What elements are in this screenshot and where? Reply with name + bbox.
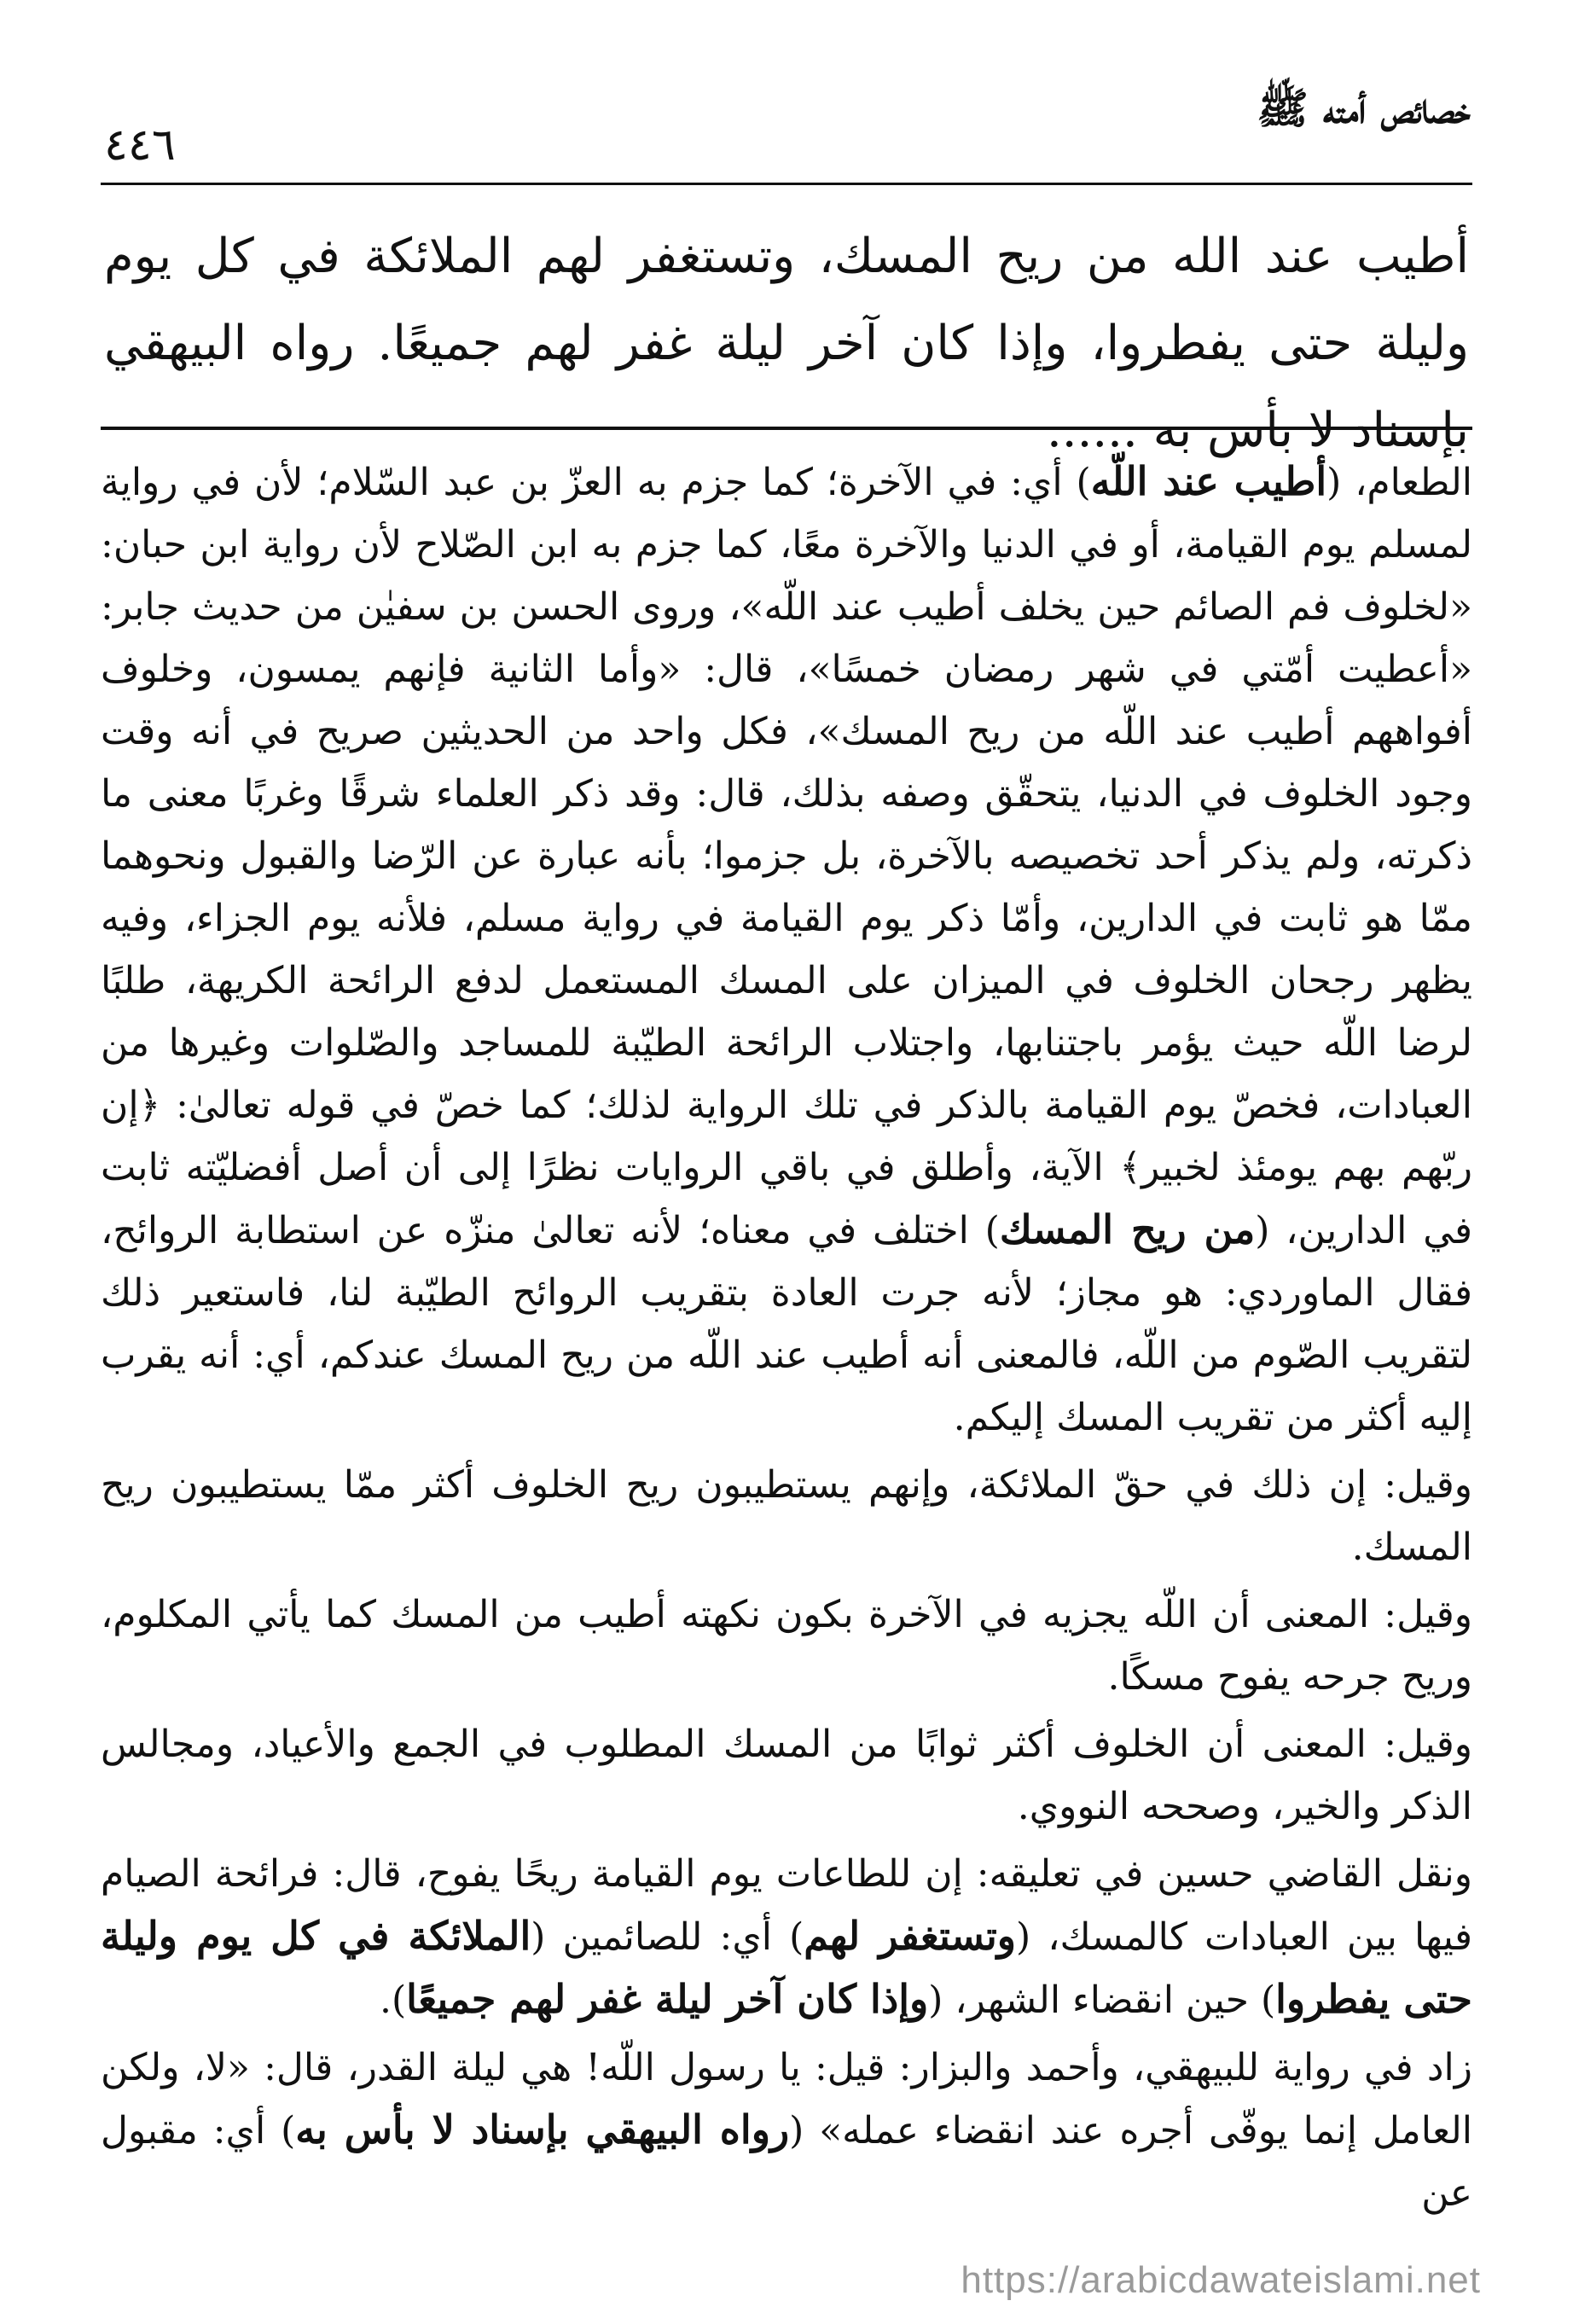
text-run: زاد في رواية للبيهقي، وأحمد والبزار: قيل: يا رسول اللّه! هي ليلة القدر، قال: «لا، ولكن العامل إنما يوفّى أجره عند انقضاء عمله» (	[101, 2046, 1472, 2153]
text-run: ) اختلف في معناه؛ لأنه تعالىٰ منزّه عن استطابة الروائح، فقال الماوردي: هو مجاز؛ لأنه جرت العادة بتقريب الروائح الطيّبة لنا، فاستعير ذلك لتقريب الصّوم من اللّه، فالمعنى أنه أطيب عند اللّه من ريح المسك عندكم، أي: أنه يقرب إليه أكثر من تقريب المسك إليكم.	[101, 1209, 1472, 1439]
commentary-paragraph	[101, 2036, 1472, 2224]
lemma: رواه البيهقي بإسناد لا بأس به	[295, 2106, 790, 2153]
text-run: ونقل القاضي حسين في تعليقه: إن للطاعات يوم القيامة ريحًا يفوح، قال: فرائحة الصيام فيها بين العبادات كالمسك، (	[101, 1852, 1472, 1959]
text-run: الطعام، (	[1326, 461, 1472, 504]
lemma: الملائكة في كل يوم وليلة حتى يفطروا	[101, 1913, 1472, 2022]
commentary-paragraph: وقيل: إن ذلك في حقّ الملائكة، وإنهم يستطيبون ريح الخلوف أكثر ممّا يستطيبون ريح المسك.	[101, 1463, 1472, 1569]
text-run: ) أي: في الآخرة؛ كما جزم به العزّ بن عبد السّلام؛ لأن في رواية لمسلم يوم القيامة، أو في الدنيا والآخرة معًا، كما جزم به ابن الصّلاح لأن رواية ابن حبان: «لخلوف فم الصائم حين يخلف أطيب عند اللّه»، وروى الحسن بن سفيٰن من حديث جابر: «أعطيت أمّتي في شهر رمضان خمسًا»، قال: «وأما الثانية فإنهم يمسون، وخلوف أفواههم أطيب عند اللّه من ريح المسك»، فكل واحد من الحديثين صريح في أنه وقت وجود الخلوف في الدنيا، يتحقّق وصفه بذلك، قال: وقد ذكر العلماء شرقًا وغربًا معنى ما ذكرته، ولم يذكر أحد تخصيصه بالآخرة، بل جزموا؛ بأنه عبارة عن الرّضا والقبول ونحوهما ممّا هو ثابت في الدارين، وأمّا ذكر يوم القيامة في رواية مسلم، فلأنه يوم الجزاء، وفيه يظهر رجحان الخلوف في الميزان على المسك المستعمل لدفع الرائحة الكريهة، طلبًا لرضا اللّه حيث يؤمر باجتنابها، واجتلاب الرائحة الطيّبة للمساجد والصّلوات وغيرها من العبادات، فخصّ يوم القيامة بالذكر في تلك الرواية لذلك؛ كما خصّ في قوله تعالىٰ: ﴿إن ربّهم بهم يومئذ لخبير﴾ الآية، وأطلق في باقي الروايات نظرًا إلى أن أصل أفضليّته ثابت في الدارين، (	[101, 461, 1473, 1252]
commentary	[101, 450, 1472, 2229]
commentary-paragraph: وقيل: المعنى أن الخلوف أكثر ثوابًا من المسك المطلوب في الجمع والأعياد، ومجالس الذكر والخير، وصححه النووي.	[101, 1723, 1472, 1828]
commentary-paragraph: وقيل: المعنى أن اللّه يجزيه في الآخرة بكون نكهته أطيب من المسك كما يأتي المكلوم، وريح جرحه يفوح مسكًا.	[101, 1593, 1472, 1699]
text-run: ) حين انقضاء الشهر، (	[928, 1978, 1276, 2022]
commentary-paragraph	[101, 450, 1472, 1449]
text-run: ) أي: للصائمين (	[531, 1915, 804, 1959]
lemma: من ريح المسك	[999, 1206, 1256, 1252]
text-run: ) أي: مقبول عن	[101, 2109, 1472, 2215]
footnote-separator	[101, 427, 1472, 430]
running-title: خصائص أمته ﷺ	[1257, 83, 1471, 133]
header-rule	[101, 183, 1472, 185]
lemma: وتستغفر لهم	[804, 1913, 1016, 1959]
watermark-url: https://arabicdawateislami.net	[961, 2259, 1481, 2301]
hadith-text: أطيب عند الله من ريح المسك، وتستغفر لهم الملائكة في كل يوم وليلة حتى يفطروا، وإذا كان آخر ليلة غفر لهم جميعًا. رواه البيهقي بإسناد لا بأس به ......	[104, 229, 1469, 458]
commentary-paragraph	[101, 1843, 1472, 2031]
lemma: أطيب عند اللّه	[1090, 458, 1327, 504]
lemma: وإذا كان آخر ليلة غفر لهم جميعًا	[406, 1976, 929, 2022]
text-run: ).	[380, 1978, 407, 2022]
running-header	[104, 78, 1471, 171]
page-number: ٤٤٦	[104, 119, 176, 171]
